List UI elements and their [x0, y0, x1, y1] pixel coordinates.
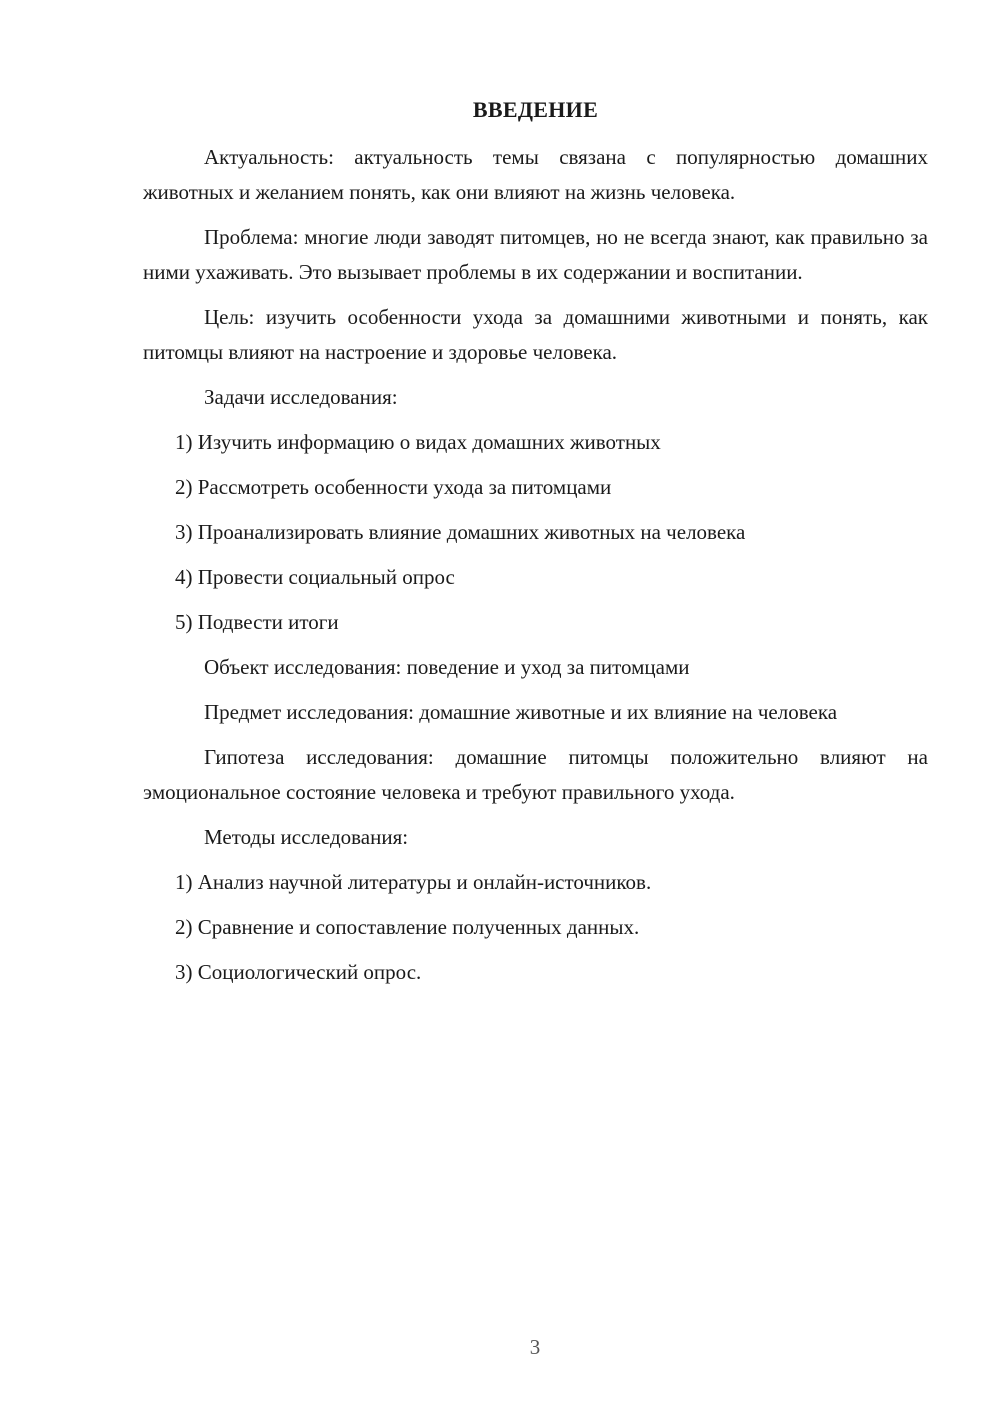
methods-heading: Методы исследования:: [204, 825, 409, 849]
section-title: ВВЕДЕНИЕ: [472, 97, 599, 122]
paragraph-hypothesis: Гипотеза исследования: домашние питомцы положительно влияют на эмоциональное состояние человека и требуют правильного ухода.: [143, 745, 928, 804]
task-item: 5) Подвести итоги: [175, 610, 339, 634]
task-item: 1) Изучить информацию о видах домашних животных: [175, 430, 661, 454]
paragraph-relevance: Актуальность: актуальность темы связана с популярностью домашних животных и желанием понять, как они влияют на жизнь человека.: [143, 145, 928, 204]
paragraph-goal: Цель: изучить особенности ухода за домашними животными и понять, как питомцы влияют на настроение и здоровье человека.: [143, 305, 928, 364]
page-number: 3: [529, 1335, 541, 1359]
task-item: 2) Рассмотреть особенности ухода за питомцами: [175, 475, 612, 499]
tasks-list: [143, 425, 928, 640]
method-item: 1) Анализ научной литературы и онлайн-источников.: [175, 870, 652, 894]
methods-list: [143, 865, 928, 990]
tasks-heading: Задачи исследования:: [204, 385, 398, 409]
method-item: 2) Сравнение и сопоставление полученных данных.: [175, 915, 640, 939]
task-item: 3) Проанализировать влияние домашних животных на человека: [175, 520, 746, 544]
paragraph-object: Объект исследования: поведение и уход за питомцами: [204, 655, 690, 679]
method-item: 3) Социологический опрос.: [175, 960, 422, 984]
page-content: [143, 94, 928, 1000]
task-item: 4) Провести социальный опрос: [175, 565, 455, 589]
paragraph-problem: Проблема: многие люди заводят питомцев, но не всегда знают, как правильно за ними ухаживать. Это вызывает проблемы в их содержании и воспитании.: [143, 225, 928, 284]
paragraph-subject: Предмет исследования: домашние животные и их влияние на человека: [204, 700, 838, 724]
